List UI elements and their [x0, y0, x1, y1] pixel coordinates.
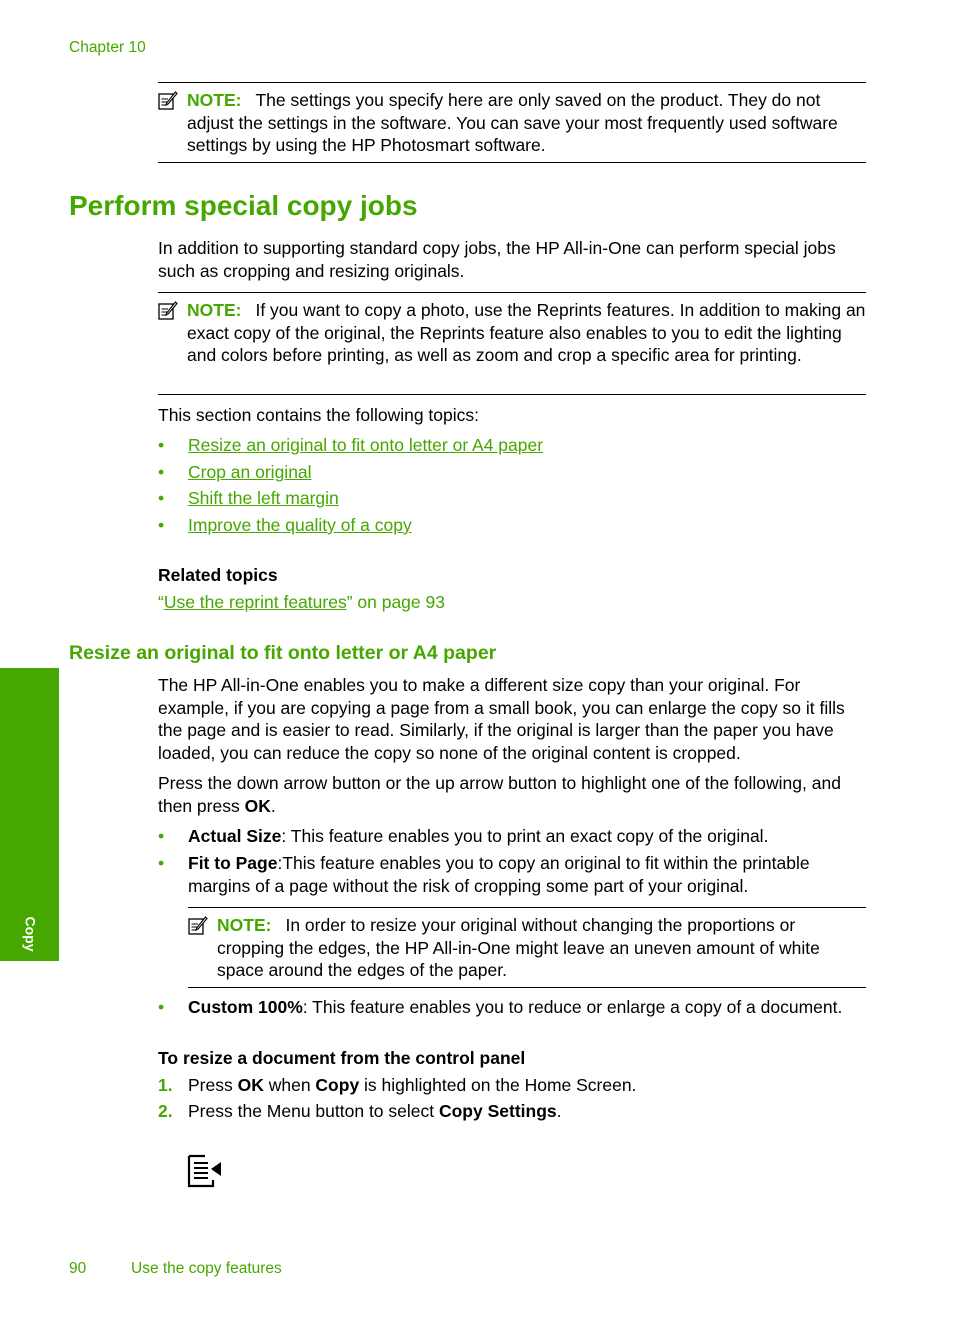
bullet-marker: •: [158, 462, 165, 482]
note-box-resize: [188, 907, 866, 988]
ok-term: OK: [244, 795, 271, 816]
step-number: 1.: [158, 1075, 173, 1095]
bullet-marker: •: [158, 435, 165, 455]
note-label: NOTE:: [217, 915, 272, 935]
topic-link-quality[interactable]: Improve the quality of a copy: [188, 515, 412, 535]
menu-button-icon: [187, 1154, 223, 1188]
related-link-reprint[interactable]: Use the reprint features: [163, 592, 347, 612]
open-quote: “: [158, 592, 164, 612]
subsection-title: Resize an original to fit onto letter or A4 paper: [69, 642, 497, 664]
instruction-end: .: [270, 795, 276, 816]
related-topic-ref: [158, 591, 445, 614]
section-title: Perform special copy jobs: [69, 190, 418, 221]
related-page-ref: ” on page 93: [346, 592, 445, 612]
step-part: .: [556, 1101, 562, 1121]
step-part: when: [263, 1075, 316, 1095]
option-custom: [188, 996, 842, 1019]
bullet-marker: •: [158, 488, 165, 508]
step-term: OK: [237, 1075, 264, 1095]
resize-instruction: [158, 772, 868, 817]
note-text: If you want to copy a photo, use the Reprints features. In addition to making an exact copy of the original, the Reprints feature also enables to you to edit the lighting and colors before printing, as well as zoom and crop a specific area for printing.: [187, 300, 866, 365]
note-label: NOTE:: [187, 300, 242, 320]
step-term: Copy: [315, 1075, 360, 1095]
topic-link-crop[interactable]: Crop an original: [188, 462, 312, 482]
instruction-text: Press the down arrow button or the up arrow button to highlight one of the following, and then press: [158, 773, 841, 816]
note-box-settings: [158, 82, 866, 163]
note-pencil-icon: [158, 301, 178, 321]
footer-title: Use the copy features: [131, 1260, 282, 1277]
option-term: Fit to Page: [188, 853, 278, 873]
note-pencil-icon: [188, 916, 208, 936]
step-text: [188, 1074, 636, 1097]
related-topics-heading: Related topics: [158, 565, 278, 585]
topic-link-shift-margin[interactable]: Shift the left margin: [188, 488, 339, 508]
side-tab-label: Copy: [22, 916, 39, 952]
topics-intro: This section contains the following topics:: [158, 405, 479, 425]
note-text: The settings you specify here are only saved on the product. They do not adjust the settings in the software. You can save your most frequently used software settings by using the HP Photosmart software.: [187, 90, 838, 155]
step-text: [188, 1100, 562, 1123]
note-label: NOTE:: [187, 90, 242, 110]
option-fit-to-page: [188, 852, 868, 897]
chapter-label: Chapter 10: [69, 39, 146, 56]
step-number: 2.: [158, 1101, 173, 1121]
note-pencil-icon: [158, 91, 178, 111]
option-desc: : This feature enables you to print an exact copy of the original.: [281, 826, 769, 846]
option-desc: :This feature enables you to copy an original to fit within the printable margins of a page without the risk of cropping some part of your original.: [188, 853, 810, 896]
option-term: Custom 100%: [188, 997, 303, 1017]
section-intro: In addition to supporting standard copy jobs, the HP All-in-One can perform special jobs such as cropping and resizing originals.: [158, 238, 836, 281]
bullet-marker: •: [158, 853, 165, 873]
note-text: In order to resize your original without changing the proportions or cropping the edges, the HP All-in-One might leave an uneven amount of white space around the edges of the paper.: [217, 915, 820, 980]
bullet-marker: •: [158, 826, 165, 846]
option-desc: : This feature enables you to reduce or enlarge a copy of a document.: [302, 997, 843, 1017]
option-actual-size: [188, 825, 768, 848]
bullet-marker: •: [158, 997, 165, 1017]
procedure-heading: To resize a document from the control panel: [158, 1048, 526, 1068]
step-part: is highlighted on the Home Screen.: [359, 1075, 637, 1095]
step-part: Press: [188, 1075, 238, 1095]
topic-link-resize[interactable]: Resize an original to fit onto letter or A4 paper: [188, 435, 544, 455]
option-term: Actual Size: [188, 826, 282, 846]
bullet-marker: •: [158, 515, 165, 535]
step-term: Copy Settings: [438, 1101, 557, 1121]
page-number: 90: [69, 1260, 87, 1277]
resize-description: The HP All-in-One enables you to make a different size copy than your original. For example, if you are copying a page from a small book, you can enlarge the copy so it fills the page and is easier to read. Similarly, if the original is larger than the paper you have loaded, you can reduce the copy so none of the original content is cropped.: [158, 675, 845, 763]
note-box-reprints: [158, 292, 866, 395]
step-part: Press the Menu button to select: [188, 1101, 439, 1121]
